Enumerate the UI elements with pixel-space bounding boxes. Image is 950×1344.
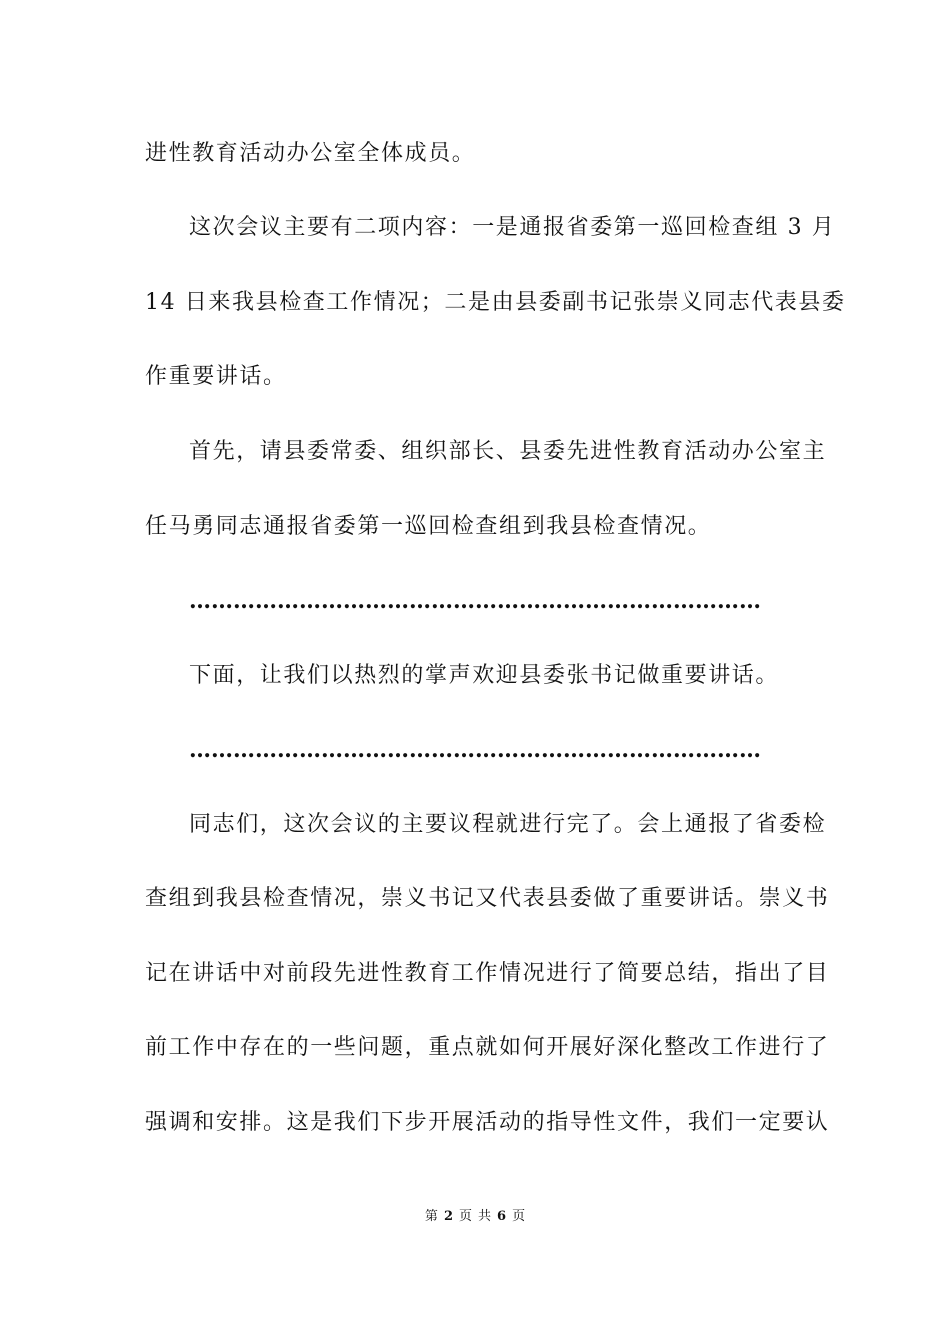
text-line: 进性教育活动办公室全体成员。	[145, 141, 476, 166]
text-line: 记在讲话中对前段先进性教育工作情况进行了简要总结，指出了目	[145, 961, 830, 986]
current-page-number: 2	[443, 1209, 453, 1224]
footer-page-word: 页	[458, 1209, 472, 1224]
page-footer	[0, 1208, 950, 1226]
text-line: 任马勇同志通报省委第一巡回检查组到我县检查情况。	[145, 514, 712, 539]
ellipsis-separator: ……………………………………………………………………	[189, 737, 761, 763]
text-line: 首先，请县委常委、组织部长、县委先进性教育活动办公室主	[189, 439, 827, 464]
text-line: 下面，让我们以热烈的掌声欢迎县委张书记做重要讲话。	[189, 663, 780, 688]
ellipsis-separator: ……………………………………………………………………	[189, 588, 761, 614]
text-line: 同志们，这次会议的主要议程就进行完了。会上通报了省委检	[189, 812, 827, 837]
text-line: 作重要讲话。	[145, 364, 287, 389]
footer-total-word: 共	[478, 1209, 492, 1224]
footer-prefix: 第	[424, 1209, 438, 1224]
text-line: 前工作中存在的一些问题，重点就如何开展好深化整改工作进行了	[145, 1035, 830, 1060]
text-line: 14 日来我县检查工作情况；二是由县委副书记张崇义同志代表县委	[145, 290, 846, 315]
text-line: 这次会议主要有二项内容：一是通报省委第一巡回检查组 3 月	[189, 215, 836, 240]
footer-suffix: 页	[512, 1209, 526, 1224]
text-line: 强调和安排。这是我们下步开展活动的指导性文件，我们一定要认	[145, 1110, 830, 1135]
text-line: 查组到我县检查情况，崇义书记又代表县委做了重要讲话。崇义书	[145, 886, 830, 911]
total-pages-number: 6	[497, 1209, 507, 1224]
